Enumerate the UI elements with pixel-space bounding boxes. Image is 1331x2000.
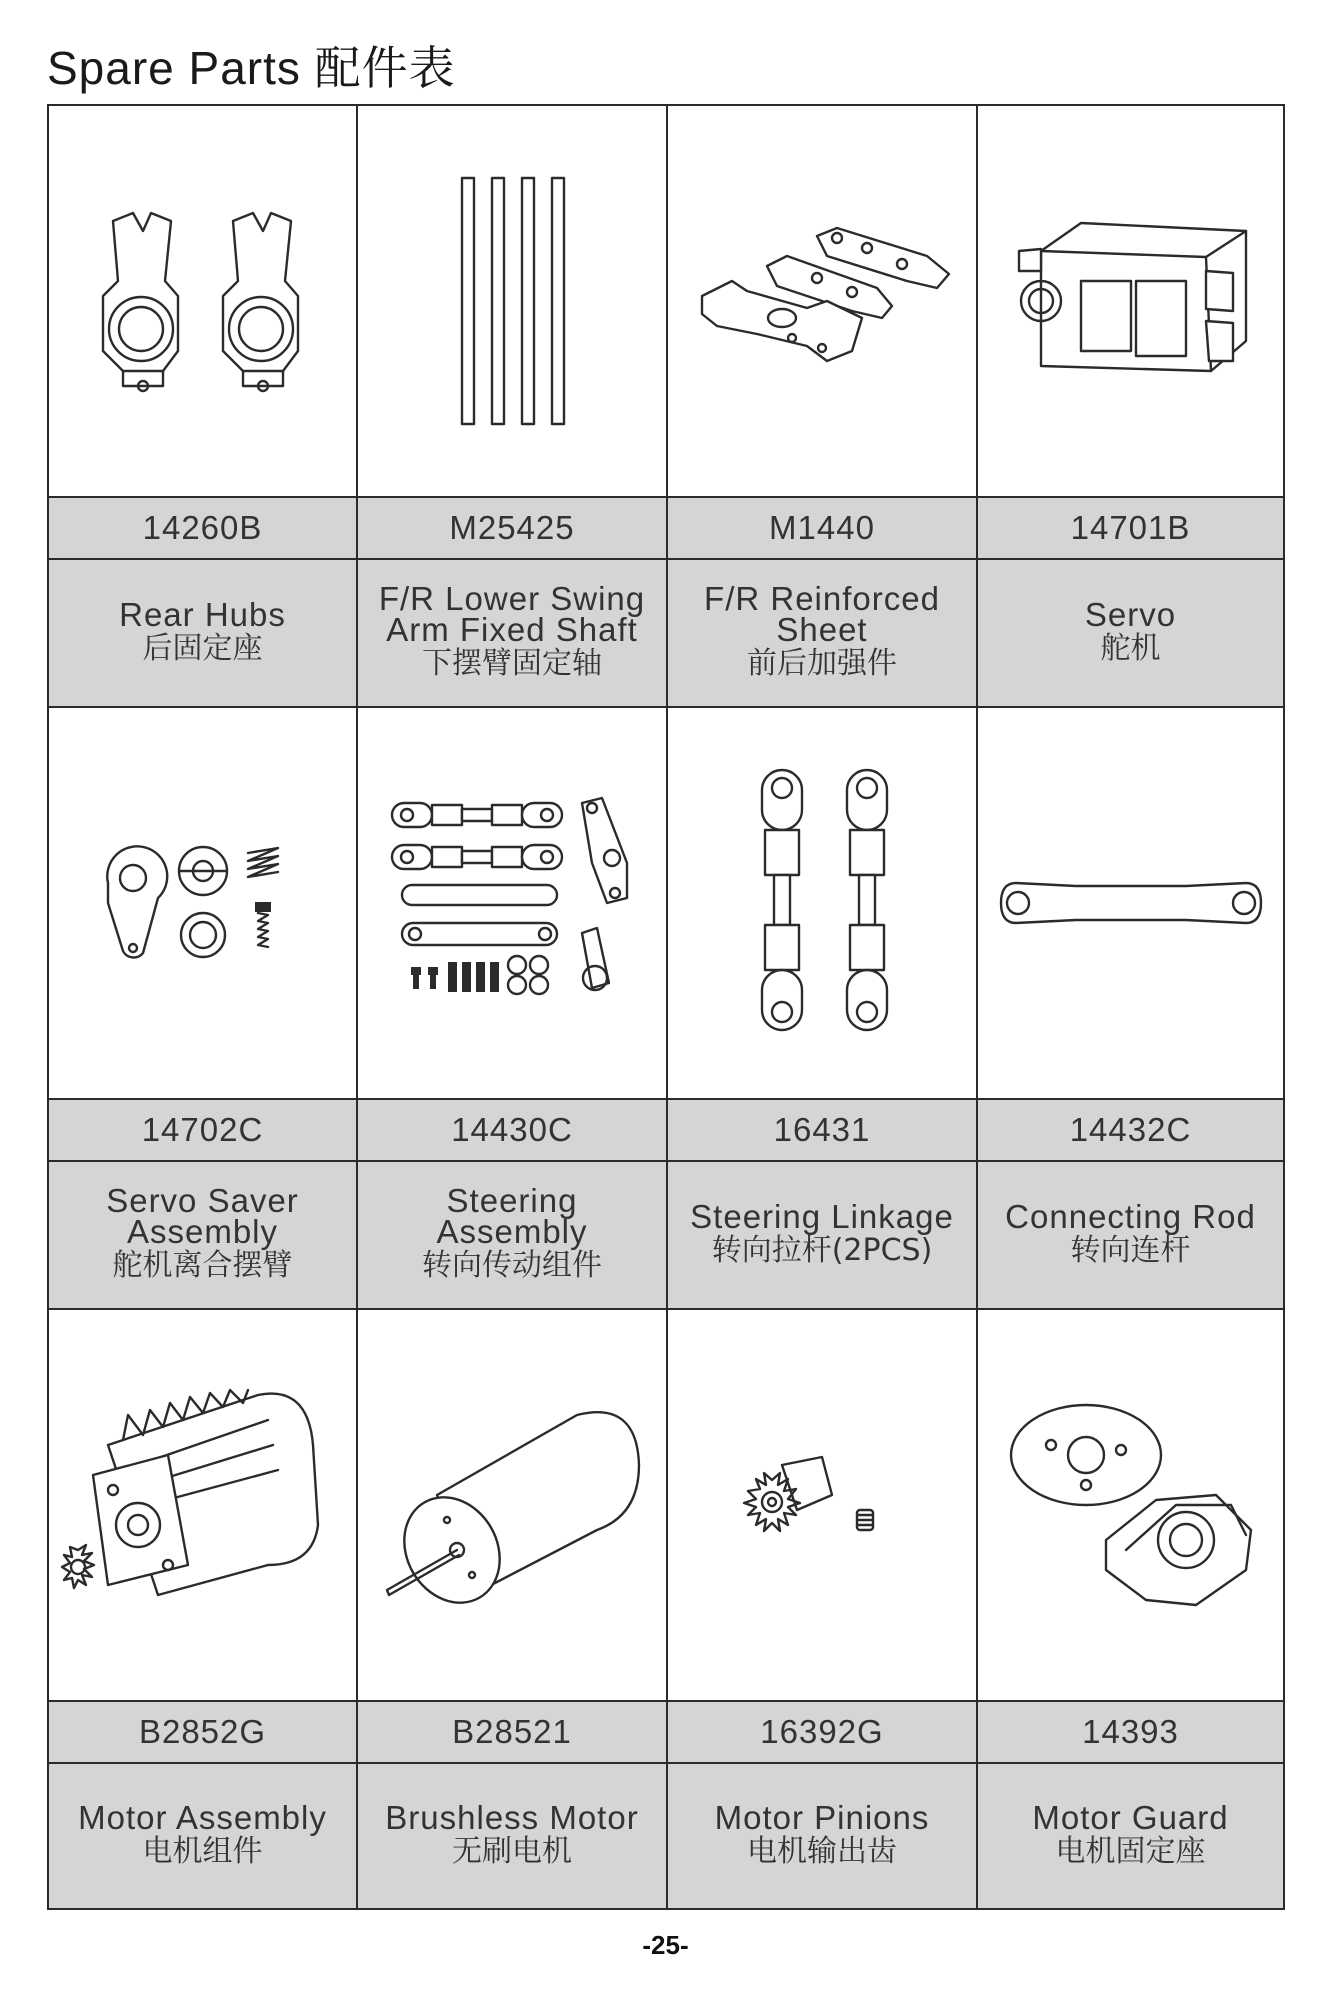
part-name [49, 1764, 358, 1908]
part-name [358, 1764, 668, 1908]
part-image-14702C [49, 708, 358, 1100]
servo-saver-icon [98, 843, 308, 963]
part-code: 14260B [49, 498, 358, 560]
part-name-en: Brushless Motor [385, 1798, 639, 1836]
part-image-M25425 [358, 106, 668, 498]
steering-linkage-icon [747, 768, 897, 1038]
part-name-cn: 电机组件 [142, 1833, 263, 1869]
part-name-cn: 前后加强件 [747, 646, 897, 681]
part-name-cn: 电机输出齿 [747, 1833, 897, 1869]
part-code: B2852G [49, 1702, 358, 1764]
part-code: 16392G [668, 1702, 978, 1764]
part-name-cn: 转向拉杆(2PCS) [711, 1232, 933, 1268]
servo-icon [1011, 221, 1251, 381]
part-name-cn: 舵机离合摆臂 [112, 1248, 293, 1283]
part-image-14430C [358, 708, 668, 1100]
part-image-B28521 [358, 1310, 668, 1702]
part-image-14432C [978, 708, 1285, 1100]
part-name-en: Servo Saver Assembly [106, 1182, 299, 1250]
part-name-en: F/R Reinforced Sheet [704, 580, 940, 648]
part-name-cn: 后固定座 [142, 630, 263, 666]
part-name-en: Steering Assembly [436, 1182, 588, 1250]
reinforced-sheet-icon [687, 226, 957, 376]
rear-hubs-icon [83, 201, 323, 401]
part-name-en: Motor Pinions [714, 1798, 930, 1836]
part-code: 14702C [49, 1100, 358, 1162]
part-code: B28521 [358, 1702, 668, 1764]
part-name-en: Motor Assembly [78, 1798, 327, 1836]
part-image-14393 [978, 1310, 1285, 1702]
part-name-en: F/R Lower Swing Arm Fixed Shaft [378, 580, 646, 648]
part-code: 14430C [358, 1100, 668, 1162]
part-code: 14393 [978, 1702, 1285, 1764]
part-name [978, 1162, 1285, 1310]
part-code: M1440 [668, 498, 978, 560]
part-image-14701B [978, 106, 1285, 498]
part-name-en: Servo [1084, 595, 1177, 633]
part-name-en: Motor Guard [1032, 1798, 1229, 1836]
lower-swing-arm-shaft-icon [452, 176, 572, 426]
part-name [358, 560, 668, 708]
motor-pinion-icon [752, 1455, 892, 1555]
part-code: 16431 [668, 1100, 978, 1162]
part-name [978, 560, 1285, 708]
part-code: 14701B [978, 498, 1285, 560]
motor-assembly-icon [68, 1385, 338, 1625]
part-name [358, 1162, 668, 1310]
part-name-cn: 转向连杆 [1070, 1232, 1191, 1268]
part-name-cn: 下摆臂固定轴 [422, 646, 602, 681]
page-number: -25- [642, 1930, 689, 1960]
part-image-M1440 [668, 106, 978, 498]
part-name [49, 1162, 358, 1310]
part-image-16431 [668, 708, 978, 1100]
part-name-cn: 舵机 [1100, 630, 1161, 666]
part-name-en: Rear Hubs [119, 595, 286, 633]
connecting-rod-icon [996, 868, 1266, 938]
part-name-cn: 无刷电机 [452, 1833, 572, 1869]
part-image-14260B [49, 106, 358, 498]
part-name-cn: 电机固定座 [1055, 1833, 1206, 1869]
part-name [978, 1764, 1285, 1908]
brushless-motor-icon [377, 1405, 647, 1605]
part-code: 14432C [978, 1100, 1285, 1162]
part-name-cn: 转向传动组件 [422, 1248, 602, 1283]
part-name [49, 560, 358, 708]
part-image-16392G [668, 1310, 978, 1702]
motor-guard-icon [1006, 1400, 1256, 1610]
part-code: M25425 [358, 498, 668, 560]
page-title: Spare Parts 配件表 [47, 42, 456, 94]
part-name [668, 560, 978, 708]
steering-assembly-icon [387, 793, 637, 1013]
part-name-en: Connecting Rod [1005, 1197, 1256, 1235]
part-name [668, 1162, 978, 1310]
part-name [668, 1764, 978, 1908]
part-name-en: Steering Linkage [690, 1197, 954, 1235]
spare-parts-table [47, 104, 1285, 1910]
part-image-B2852G [49, 1310, 358, 1702]
